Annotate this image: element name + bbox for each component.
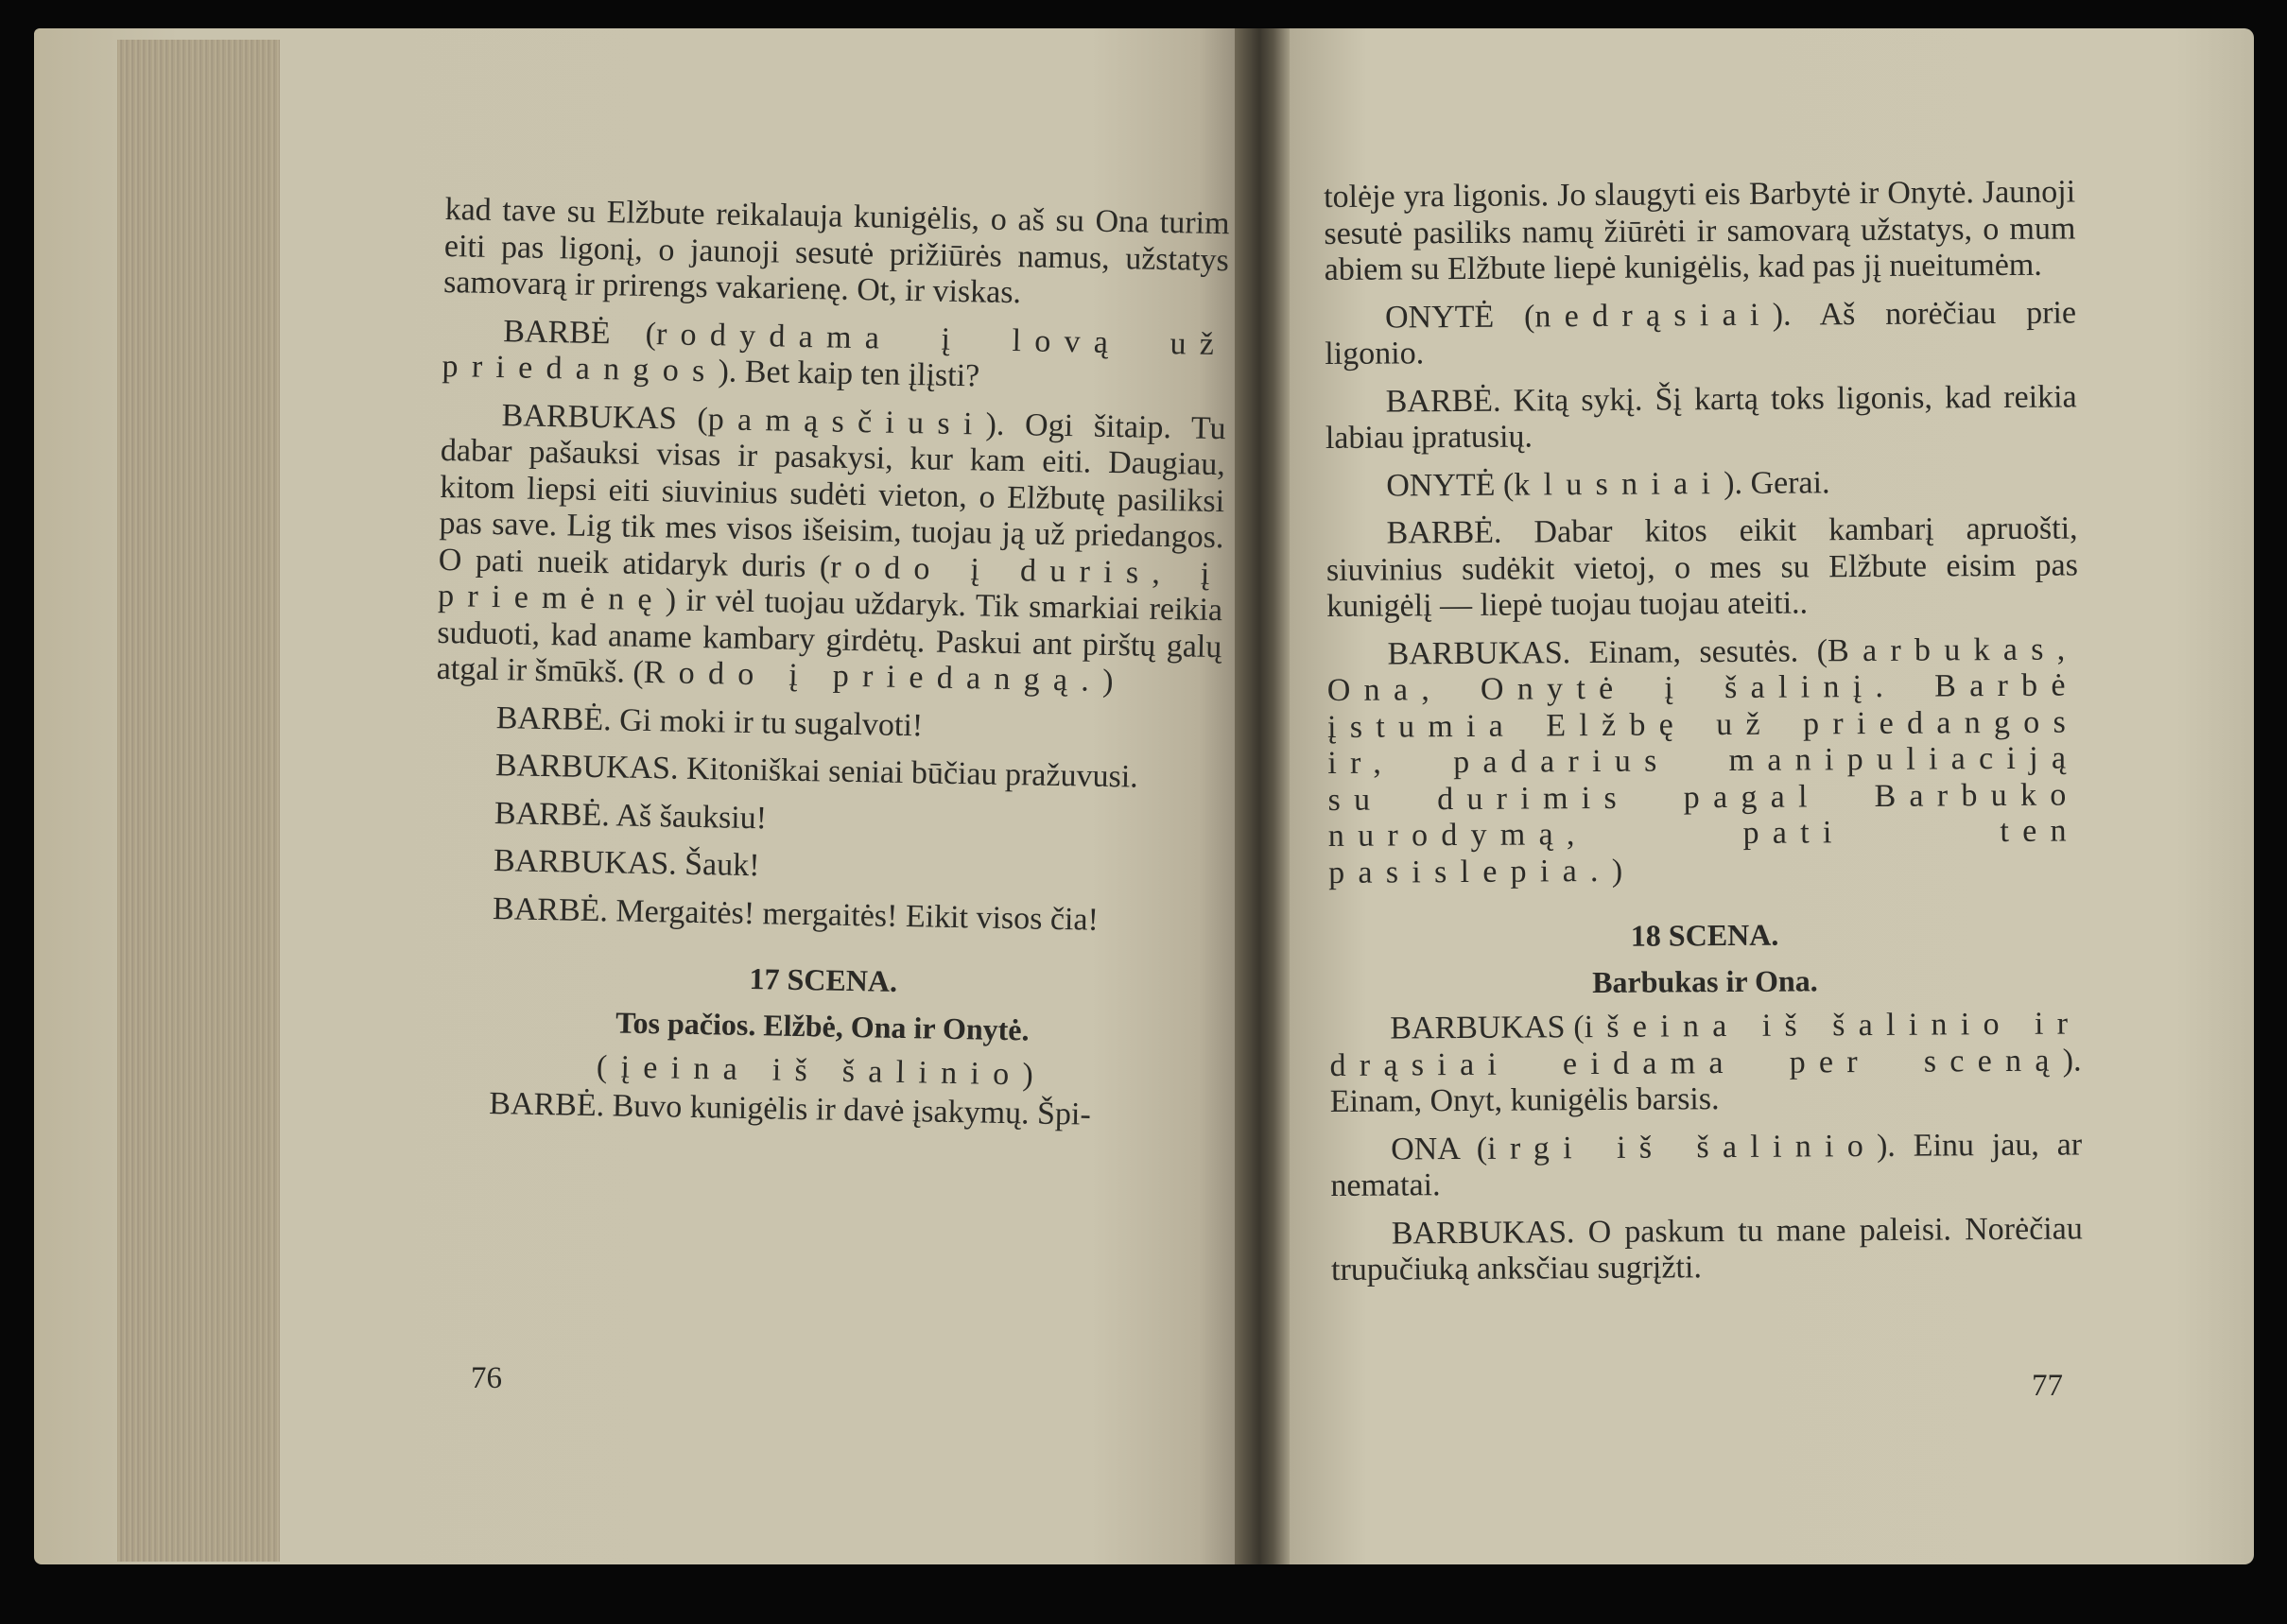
dialogue-text: kad tave su Elžbute reikalauja kunigėlis, o aš su Ona turim eiti pas ligonį, o jaunoji sesutė prižiūrės namus, užstatys samovarą ir prirengs vakarienę. Ot, ir viskas. xyxy=(442,192,1230,311)
stage-direction-text: klusniai xyxy=(1514,465,1724,503)
stage-direction-text: rodydama į lovą už priedangos xyxy=(442,316,1228,389)
dialogue-text: ONYTĖ ( xyxy=(1384,298,1535,336)
dialogue-text: ). Einam, Onyt, kunigėlis barsis. xyxy=(1329,1042,2082,1119)
scene-18-title: 18 SCENA. xyxy=(1630,917,1779,953)
paragraph xyxy=(436,396,1226,701)
last-line: BARBĖ. Buvo kunigėlis ir davė įsakymų. Špi- xyxy=(489,1085,1092,1132)
page-number-right: 77 xyxy=(2032,1369,2063,1403)
paragraph xyxy=(1324,174,2076,288)
stage-direction-text: Rodo į priedangą. xyxy=(643,654,1103,699)
dialogue-text: BARBUKAS ( xyxy=(1390,1010,1585,1046)
paragraph xyxy=(1325,295,2077,373)
stage-direction-text: Barbukas, Ona, Onytė į šalinį. Barbė įstumia Elžbę už priedangos ir, padarius manipuliaciją su durimis pagal Barbuko nurodymą, pati ten pasislepia. xyxy=(1326,631,2080,890)
scene-17-cast: Tos pačios. Elžbė, Ona ir Onytė. xyxy=(615,1004,1030,1046)
book-spine xyxy=(1235,28,1290,1564)
dialogue-text: ONYTĖ ( xyxy=(1386,467,1515,504)
page-edges xyxy=(117,40,280,1562)
paragraph xyxy=(1325,510,2078,625)
paragraph xyxy=(1329,1006,2082,1120)
paragraph xyxy=(442,312,1227,399)
dialogue-text: BARBĖ. Aš šauksiu! xyxy=(494,795,768,836)
paragraph xyxy=(443,192,1230,316)
dialogue-text: ). Aš norėčiau prie ligonio. xyxy=(1325,294,2077,371)
scene-17-title: 17 SCENA. xyxy=(749,961,898,998)
dialogue-text: BARBĖ ( xyxy=(502,313,657,352)
page-number-left: 76 xyxy=(471,1361,502,1395)
dialogue-text: BARBUKAS ( xyxy=(501,397,709,437)
stage-direction-text: išeina iš šalinio ir drąsiai eidama per sceną xyxy=(1329,1006,2082,1083)
dialogue-text: ) xyxy=(1611,853,1623,889)
scene-18-cast: Barbukas ir Ona. xyxy=(1592,962,1818,999)
stage-direction-text: pamąsčiusi xyxy=(707,401,986,442)
left-page xyxy=(34,28,1235,1564)
paragraph xyxy=(1325,463,2077,505)
paragraph xyxy=(1326,631,2080,891)
dialogue-text: BARBĖ. Dabar kitos eikit kambarį apruošti, siuvinius sudėkit vietoj, o mes su Elžbute eisim pas kunigėlį — liepė tuojau tuojau ateiti.. xyxy=(1325,510,2078,624)
dialogue-text: ). Einu jau, ar nematai. xyxy=(1330,1126,2083,1203)
paragraph xyxy=(434,794,1220,845)
open-book xyxy=(34,28,2254,1564)
dialogue-text: ). Ogi šitaip. Tu dabar pašauksi visas ir pasakysi, kur kam eiti. Daugiau, kitom liepsi eiti siuvinius sudėti vieton, o Elžbutę pasiliksi pas save. Lig tik mes visos išeisim, tuojau ją už priedangos. O pati nueik atidaryk duris ( xyxy=(438,406,1226,585)
dialogue-text: BARBUKAS. O paskum tu mane paleisi. Norėčiau trupučiuką anksčiau sugrįžti. xyxy=(1330,1210,2083,1287)
dialogue-text: ONA ( xyxy=(1391,1131,1488,1167)
stage-direction-text: rodo į duris, į priemėnę xyxy=(437,549,1224,618)
dialogue-text: BARBUKAS. Šauk! xyxy=(493,843,760,884)
right-page-text xyxy=(1324,174,2083,1300)
dialogue-text: ). Bet kaip ten įlįsti? xyxy=(718,354,980,394)
dialogue-text: ) xyxy=(1101,663,1114,700)
right-page xyxy=(1290,28,2254,1564)
paragraph xyxy=(435,747,1221,798)
stage-direction: (įeina iš šalinio) xyxy=(596,1049,1048,1093)
stage-direction-text: irgi iš šalinio xyxy=(1487,1128,1878,1166)
dialogue-text: BARBĖ. Gi moki ir tu sugalvoti! xyxy=(495,700,924,743)
dialogue-text: BARBĖ. Mergaitės! mergaitės! Eikit visos čia! xyxy=(492,890,1100,938)
dialogue-text: BARBĖ. Kitą sykį. Šį kartą toks ligonis, kad reikia labiau įpratusių. xyxy=(1325,378,2077,456)
paragraph xyxy=(1325,379,2078,458)
left-page-text xyxy=(428,192,1230,1147)
paragraph xyxy=(1331,1211,2084,1289)
paragraph xyxy=(1330,1127,2083,1205)
stage-direction-text: nedrąsiai xyxy=(1534,297,1773,334)
paragraph xyxy=(433,842,1219,893)
paragraph xyxy=(432,890,1218,941)
paragraph xyxy=(435,699,1221,750)
dialogue-text: tolėje yra ligonis. Jo slaugyti eis Barbytė ir Onytė. Jaunoji sesutė pasiliks namų žiūrėti ir samovarą užstatys, o mum abiem su Elžbute liepė kunigėlis, kad pas jį nueitumėm. xyxy=(1324,174,2076,287)
dialogue-text: ). Gerai. xyxy=(1724,464,1830,501)
dialogue-text: ) ir vėl tuojau uždaryk. Tik smarkiai reikia suduoti, kad aname kambary girdėtų. Paskui ant pirštų galų atgal ir šmūkš. ( xyxy=(436,582,1223,690)
dialogue-text: BARBUKAS. Einam, sesutės. ( xyxy=(1387,632,1828,672)
dialogue-text: BARBUKAS. Kitoniškai seniai būčiau pražuvusi. xyxy=(494,748,1139,795)
